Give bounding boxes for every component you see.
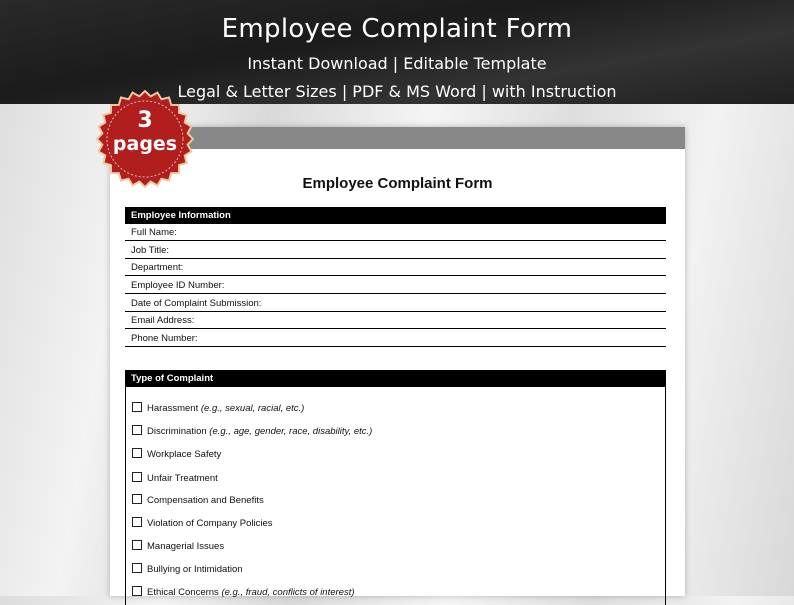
checkbox-label: Discrimination [147, 426, 207, 437]
field-employee-id[interactable]: Employee ID Number: [125, 277, 666, 294]
checkbox-unfair-treatment[interactable] [132, 472, 218, 484]
checkbox-label: Bullying or Intimidation [147, 564, 243, 575]
checkbox-icon [132, 448, 142, 458]
field-full-name[interactable]: Full Name: [125, 224, 666, 241]
checkbox-harassment[interactable] [132, 402, 304, 414]
checkbox-label: Harassment [147, 403, 199, 414]
checkbox-example: (e.g., fraud, conflicts of interest) [221, 587, 355, 598]
field-job-title[interactable]: Job Title: [125, 242, 666, 259]
checkbox-example: (e.g., age, gender, race, disability, etc.) [209, 426, 373, 437]
banner-title: Employee Complaint Form [221, 14, 573, 44]
checkbox-label: Violation of Company Policies [147, 518, 273, 529]
checkbox-icon [132, 425, 142, 435]
checkbox-icon [132, 563, 142, 573]
badge-number: 3 [137, 108, 153, 133]
document-preview [110, 127, 685, 596]
checkbox-icon [132, 402, 142, 412]
checkbox-label: Unfair Treatment [147, 473, 218, 484]
field-email-address[interactable]: Email Address: [125, 312, 666, 329]
section-header-employee-information: Employee Information [125, 207, 666, 224]
checkbox-label: Workplace Safety [147, 449, 222, 460]
checkbox-icon [132, 494, 142, 504]
checkbox-ethical-concerns[interactable] [132, 586, 355, 598]
checkbox-label: Ethical Concerns [147, 587, 219, 598]
document-title: Employee Complaint Form [302, 175, 493, 192]
section-header-type-of-complaint: Type of Complaint [125, 370, 666, 387]
document-top-bar [110, 127, 685, 149]
checkbox-workplace-safety[interactable] [132, 448, 221, 460]
promo-banner [0, 0, 794, 104]
field-date-of-submission[interactable]: Date of Complaint Submission: [125, 295, 666, 312]
checkbox-icon [132, 472, 142, 482]
checkbox-icon [132, 540, 142, 550]
checkbox-compensation-benefits[interactable] [132, 494, 264, 506]
checkbox-example: (e.g., sexual, racial, etc.) [200, 403, 305, 414]
field-phone-number[interactable]: Phone Number: [125, 330, 666, 347]
banner-subtitle-1: Instant Download | Editable Template [247, 54, 547, 73]
checkbox-label: Compensation and Benefits [147, 495, 264, 506]
checkbox-discrimination[interactable] [132, 425, 372, 437]
badge-word: pages [112, 133, 178, 155]
checkbox-icon [132, 517, 142, 527]
checkbox-managerial-issues[interactable] [132, 540, 224, 552]
checkbox-policy-violation[interactable] [132, 517, 273, 529]
checkbox-icon [132, 586, 142, 596]
field-department[interactable]: Department: [125, 259, 666, 276]
pages-badge [96, 90, 194, 188]
checkbox-label: Managerial Issues [147, 541, 225, 552]
banner-subtitle-2: Legal & Letter Sizes | PDF & MS Word | with Instruction [177, 82, 617, 101]
checkbox-bullying[interactable] [132, 563, 243, 575]
